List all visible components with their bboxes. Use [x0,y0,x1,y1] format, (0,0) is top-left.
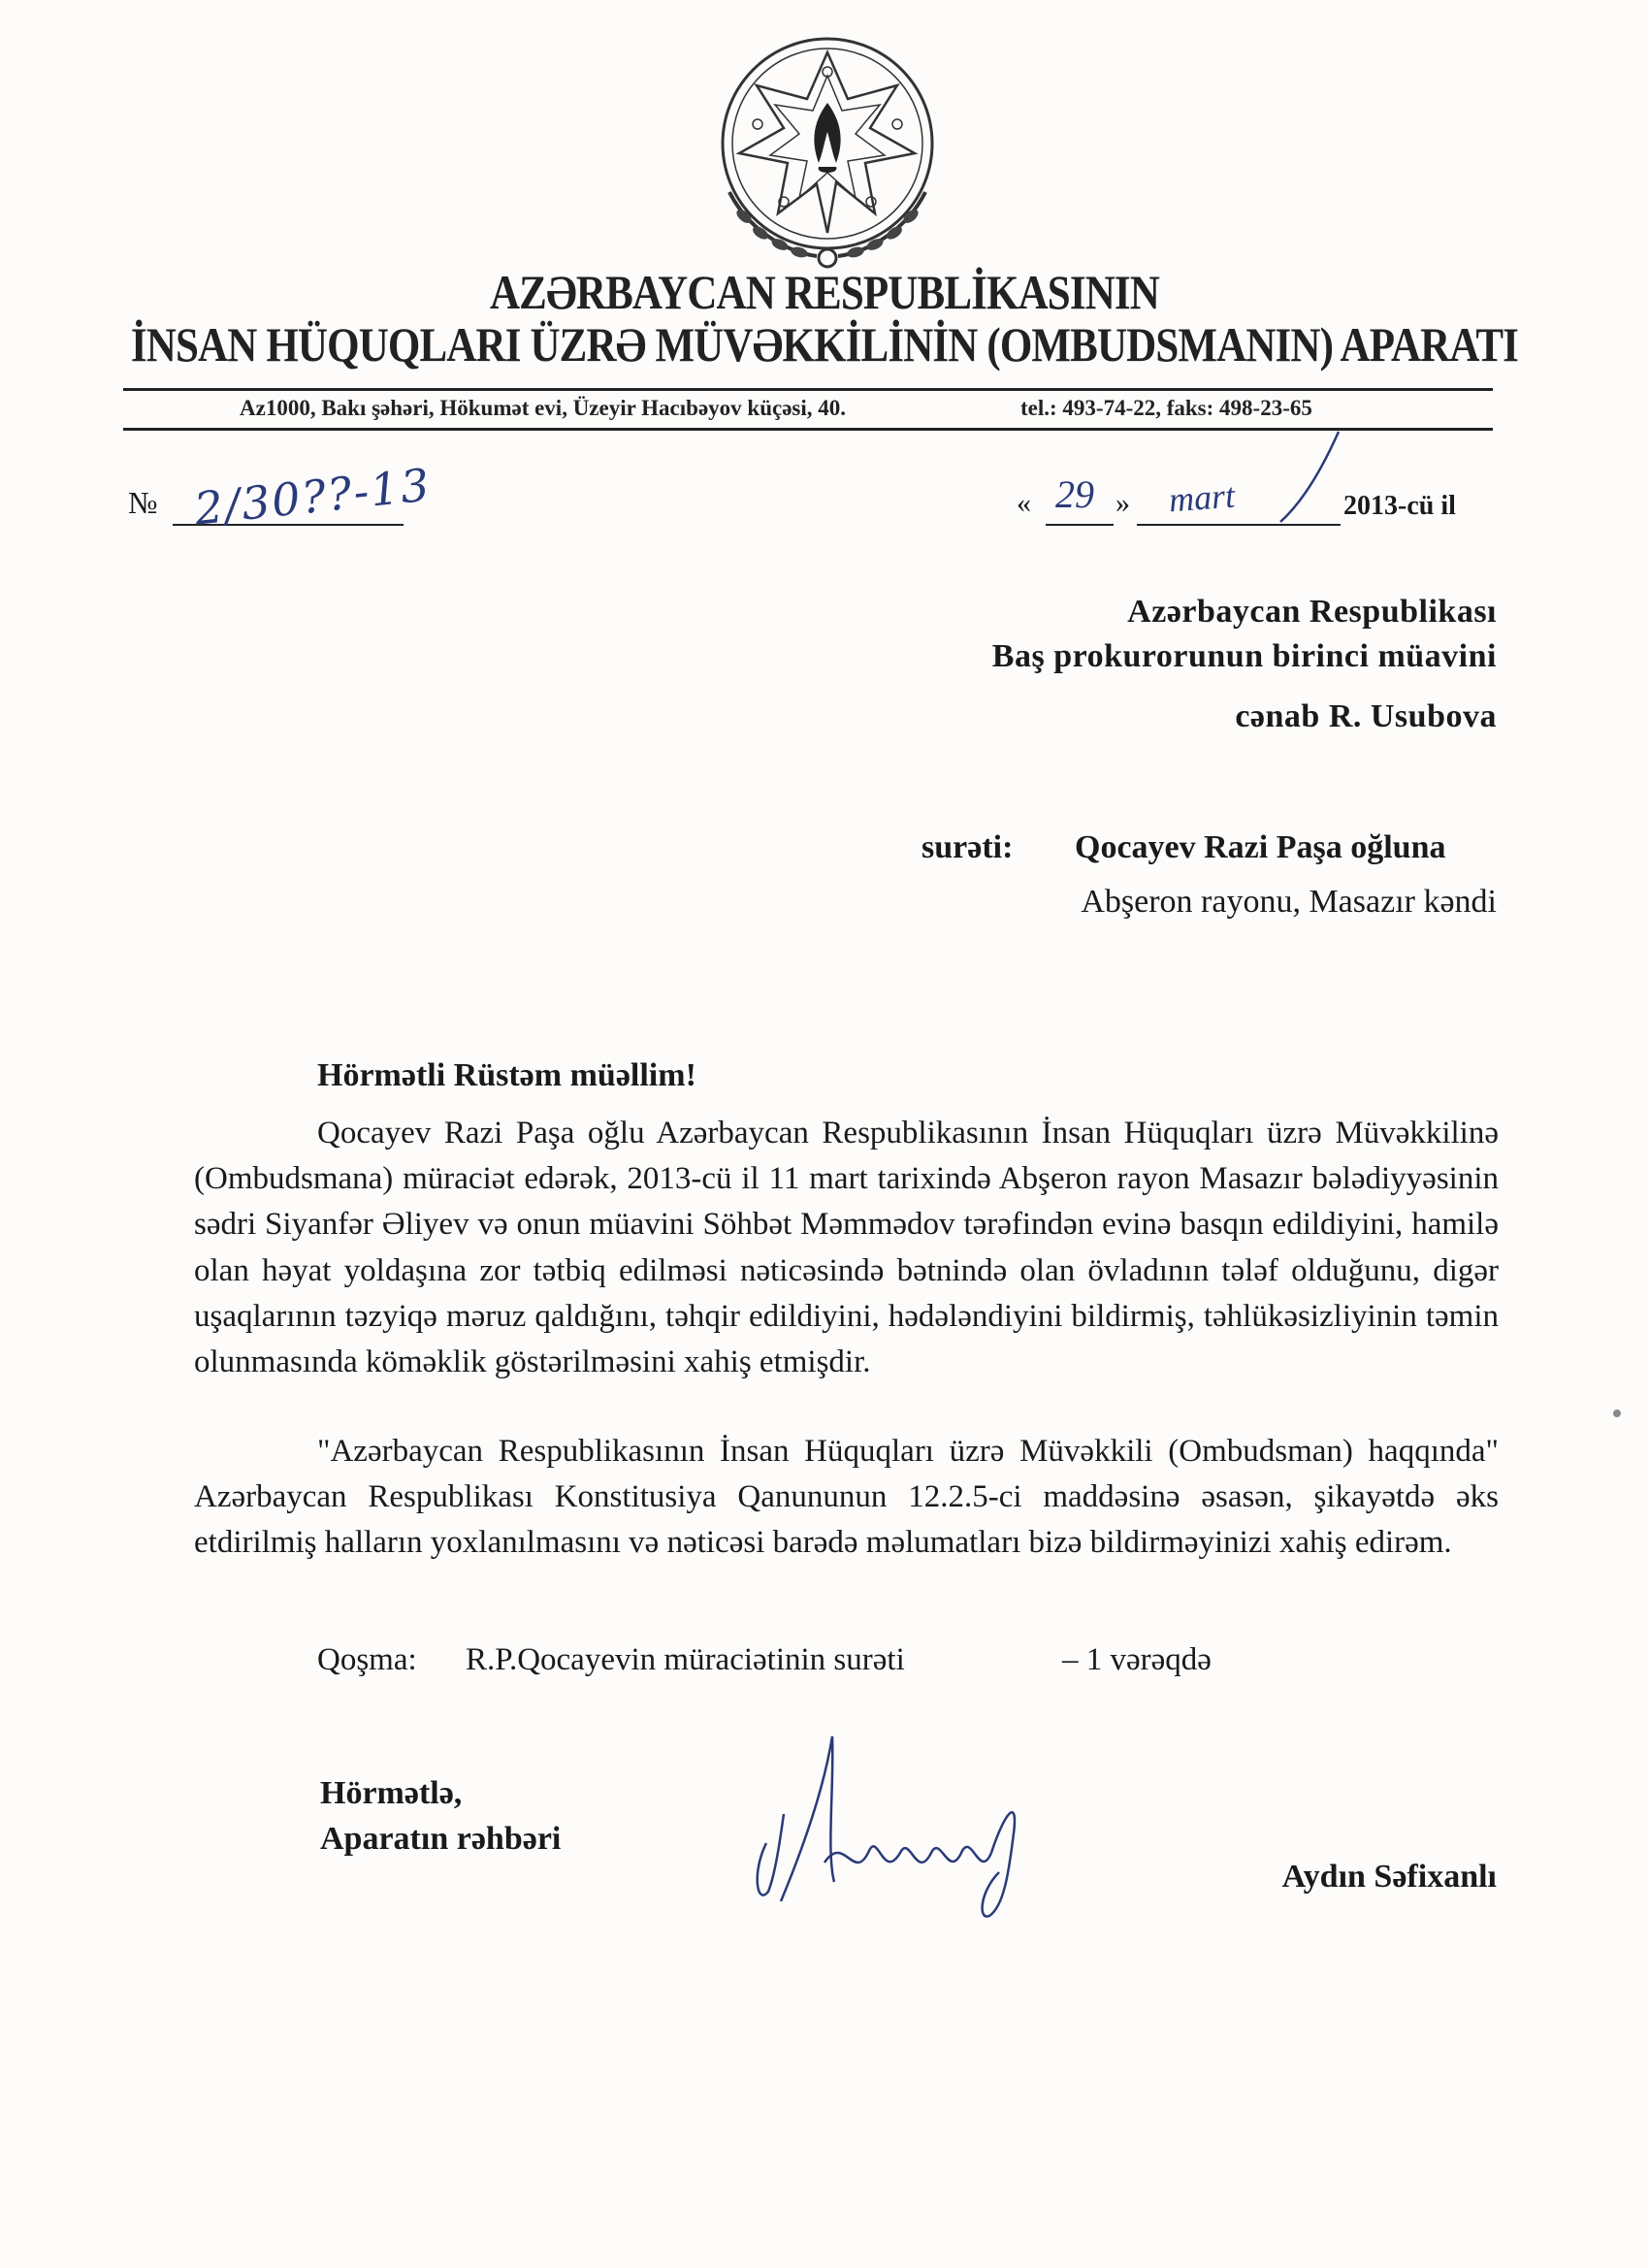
attachment-description: R.P.Qocayevin müraciətinin surəti [466,1642,905,1677]
body-paragraph-1: Qocayev Razi Paşa oğlu Azərbaycan Respublikasının İnsan Hüquqları üzrə Müvəkkilinə (Ombudsmana) müraciət edərək, 2013-cü il 11 mart tarixində Abşeron rayon Masazır bələdiyyəsinin sədri Siyanfər Əliyev və onun müavini Söhbət Məmmədov tərəfindən evinə basqın edildiyini, hamilə olan həyat yoldaşına zor tətbiq edilməsi nəticəsində bətnində olan övladının tələf olduğunu, digər uşaqlarının təzyiqə məruz qaldığını, təhqir edildiyini, hədələndiyini bildirmiş, təhlükəsizliyinin təmin olunmasında köməklik göstərilməsini xahiş etmişdir. [194,1116,1499,1380]
copy-label: surəti: [922,829,1014,865]
reference-number-label: № [128,485,158,520]
date-year: 2013-cü il [1343,491,1456,521]
header-divider-top [123,388,1493,391]
date-quote-open: « [1017,487,1031,519]
salutation: Hörmətli Rüstəm müəllim! [317,1057,696,1093]
state-emblem-icon [700,27,954,281]
handwritten-signature [737,1727,1057,1921]
body-paragraph-2: "Azərbaycan Respublikasının İnsan Hüquqları üzrə Müvəkkili (Ombudsman) haqqında" Azərbaycan Respublikası Konstitusiya Qanununun 12.2.5-ci maddəsinə əsasən, şikayətdə əks etdirilmiş halların yoxlanılmasını və nəticəsi barədə məlumatları bizə bildirməyinizi xahiş edirəm. [194,1434,1499,1561]
recipient-line1: Azərbaycan Respublikası [1127,594,1497,630]
reference-number-handwritten: 2/30??-13 [191,458,434,535]
signer-name: Aydın Səfixanlı [1281,1859,1497,1895]
date-day-underline [1046,524,1114,526]
date-month-handwritten: mart [1167,475,1237,520]
closing-title: Aparatın rəhbəri [320,1821,562,1857]
header-title-line1: AZƏRBAYCAN RESPUBLİKASININ [489,265,1159,319]
recipient-name: cənab R. Usubova [1235,698,1497,734]
office-phone-fax: tel.: 493-74-22, faks: 498-23-65 [1020,396,1312,420]
copy-recipient-name: Qocayev Razi Paşa oğluna [1075,829,1446,865]
date-month-underline [1137,524,1341,526]
attachment-page-count: – 1 vərəqdə [1062,1642,1212,1677]
header-contact-line [123,394,1493,427]
copy-recipient-address: Abşeron rayonu, Masazır kəndi [1081,884,1497,920]
attachment-label: Qoşma: [317,1642,417,1677]
scan-speck [1613,1409,1621,1417]
office-address: Az1000, Bakı şəhəri, Hökumət evi, Üzeyir Hacıbəyov küçəsi, 40. [240,396,846,420]
date-quote-close: » [1116,487,1130,519]
recipient-line2: Baş prokurorunun birinci müavini [991,638,1497,674]
date-day-handwritten: 29 [1055,472,1094,516]
closing-greeting: Hörmətlə, [320,1775,463,1811]
header-title-line2: İNSAN HÜQUQLARI ÜZRƏ MÜVƏKKİLİNİN (OMBUDSMANIN) APARATI [130,317,1519,372]
